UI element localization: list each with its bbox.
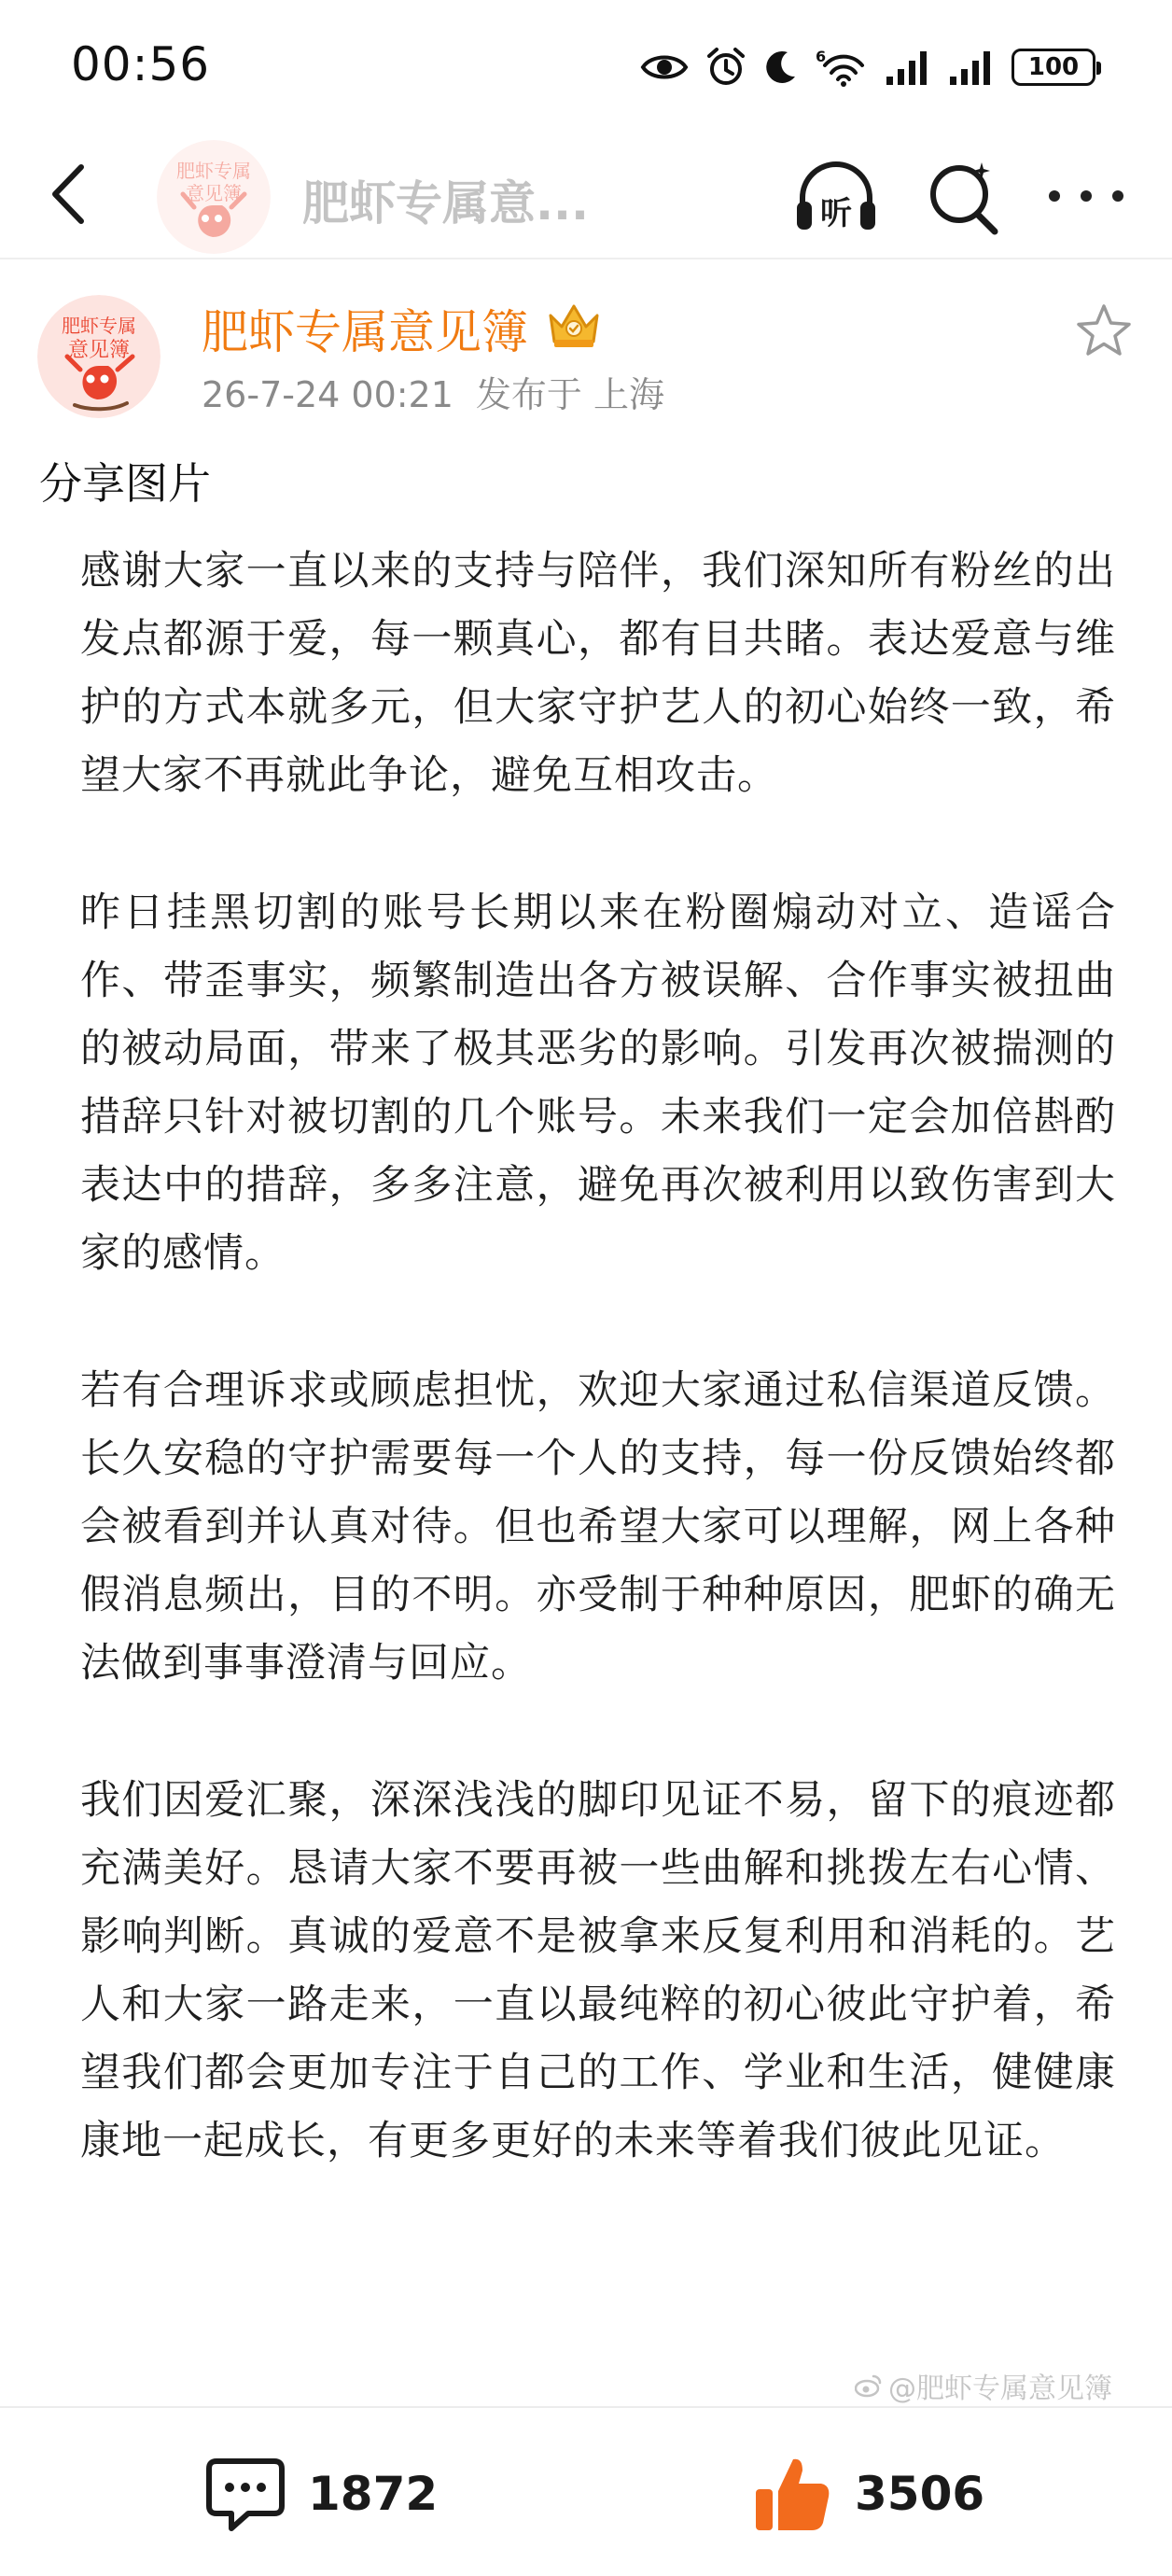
post-source: 发布于 上海 <box>475 374 664 415</box>
more-icon-dot <box>1112 190 1123 202</box>
signal-icon <box>948 49 995 86</box>
svg-text:肥虾专属: 肥虾专属 <box>62 315 136 337</box>
post-body <box>80 538 1116 2245</box>
post-paragraph: 我们因爱汇聚，深深浅浅的脚印见证不易，留下的痕迹都充满美好。恳请大家不要再被一些曲解和挑拨左右心情、影响判断。真诚的爱意不是被拿来反复利用和消耗的。艺人和大家一路走来，一直以最纯粹的初心彼此守护着，希望我们都会更加专注于自己的工作、学业和生活，健健康康地一起成长，有更多更好的未来等着我们彼此见证。 <box>80 1777 1116 2164</box>
author-name[interactable]: 肥虾专属意见簿 <box>202 305 528 359</box>
battery-level: 100 <box>1027 53 1080 81</box>
headphones-icon <box>793 157 879 235</box>
post-timestamp: 26-7-24 00:21 <box>202 374 453 415</box>
shrimp-avatar-icon <box>157 140 271 254</box>
post-header <box>0 259 1172 427</box>
eye-icon <box>640 50 689 84</box>
svg-text:意见簿: 意见簿 <box>67 339 131 362</box>
watermark-text: @肥虾专属意见簿 <box>888 2373 1112 2405</box>
more-button[interactable] <box>1049 168 1123 224</box>
search-icon <box>924 157 1002 235</box>
like-count: 3506 <box>855 2467 985 2521</box>
comment-count: 1872 <box>308 2467 439 2521</box>
post-paragraph: 若有合理诉求或顾虑担忧，欢迎大家通过私信渠道反馈。长久安稳的守护需要每一个人的支持，每一份反馈始终都会被看到并认真对待。但也希望大家可以理解，网上各种假消息频出，目的不明。亦受制于种种原因，肥虾的确无法做到事事澄清与回应。 <box>80 1367 1116 1687</box>
like-button[interactable] <box>750 2449 984 2539</box>
search-button[interactable] <box>924 157 1002 235</box>
svg-text:肥虾专属: 肥虾专属 <box>176 160 251 182</box>
comment-button[interactable] <box>203 2449 438 2539</box>
bottom-action-bar <box>0 2406 1172 2576</box>
status-icons <box>640 41 1095 93</box>
chevron-left-icon <box>48 161 89 227</box>
top-nav <box>0 131 1172 259</box>
post-meta <box>202 366 664 417</box>
nav-avatar[interactable] <box>157 140 271 254</box>
post-paragraph: 感谢大家一直以来的支持与陪伴，我们深知所有粉丝的出发点都源于爱，每一颗真心，都有目共睹。表达爱意与维护的方式本就多元，但大家守护艺人的初心始终一致，希望大家不再就此争论，避免互相攻击。 <box>80 548 1116 799</box>
more-icon-dot <box>1081 190 1092 202</box>
watermark <box>855 2365 1112 2406</box>
svg-text:6: 6 <box>816 48 827 65</box>
moon-icon <box>763 49 799 86</box>
back-button[interactable] <box>35 157 101 231</box>
shrimp-avatar-icon <box>37 295 160 418</box>
thumbs-up-icon <box>750 2452 834 2536</box>
status-bar <box>0 0 1172 131</box>
comment-icon <box>203 2454 287 2534</box>
signal-icon <box>885 49 931 86</box>
svg-text:意见簿: 意见簿 <box>186 182 242 204</box>
weibo-logo-icon <box>855 2373 883 2398</box>
post-paragraph: 昨日挂黑切割的账号长期以来在粉圈煽动对立、造谣合作、带歪事实，频繁制造出各方被误解、合作事实被扭曲的被动局面，带来了极其恶劣的影响。引发再次被揣测的措辞只针对被切割的几个账号。未来我们一定会加倍斟酌表达中的措辞，多多注意，避免再次被利用以致伤害到大家的感情。 <box>80 889 1116 1277</box>
star-icon <box>1073 301 1135 362</box>
svg-text:听: 听 <box>820 195 852 232</box>
listen-button[interactable] <box>793 157 879 235</box>
alarm-icon <box>705 47 746 88</box>
battery-icon <box>1012 49 1095 86</box>
author-avatar[interactable] <box>37 295 160 418</box>
crown-badge-icon <box>543 297 605 353</box>
more-icon-dot <box>1049 190 1060 202</box>
nav-title: 肥虾专属意... <box>302 176 589 231</box>
favorite-button[interactable] <box>1073 301 1135 362</box>
share-label: 分享图片 <box>39 458 211 509</box>
wifi-icon <box>816 47 868 88</box>
status-time: 00:56 <box>71 37 211 91</box>
